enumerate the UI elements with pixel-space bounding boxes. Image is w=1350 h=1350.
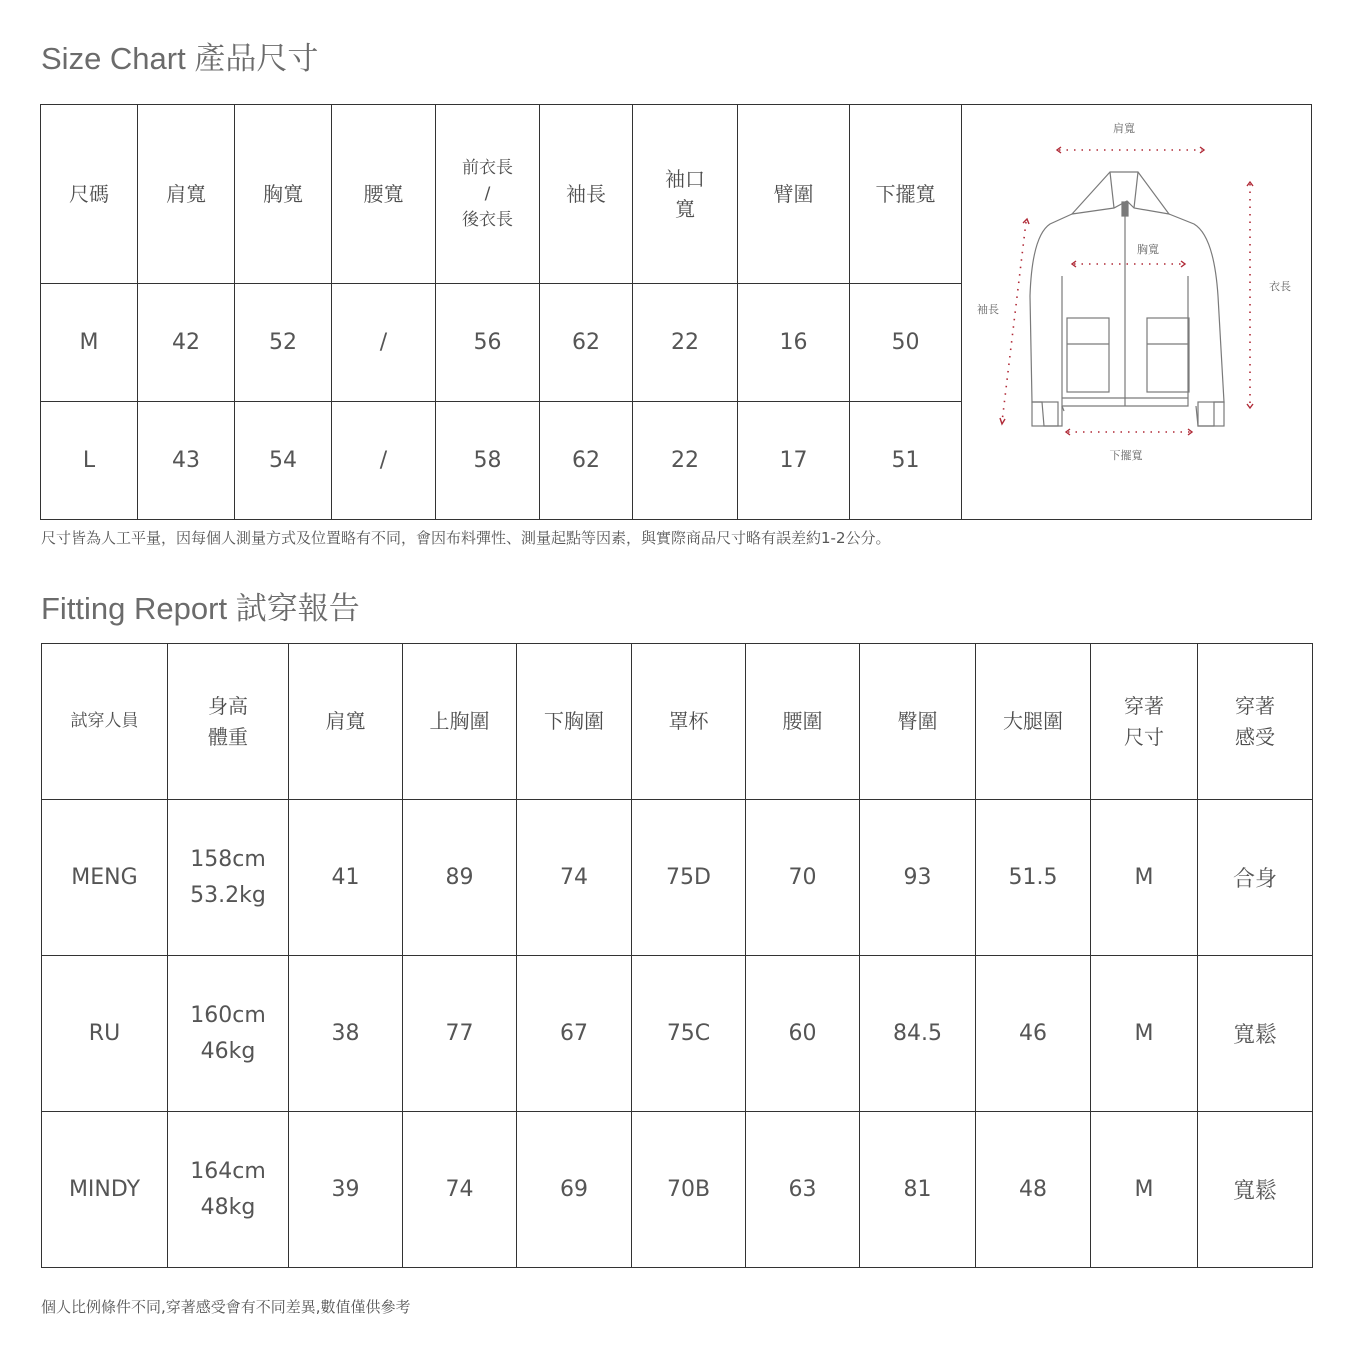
- fit-cell: 70B: [632, 1112, 746, 1268]
- size-chart-table: [40, 104, 1312, 520]
- fit-header-cell: 上胸圍: [403, 644, 517, 800]
- size-header-cell: 袖口 寬: [633, 105, 738, 284]
- size-header-cell: 下擺寬: [850, 105, 962, 284]
- size-cell: 16: [738, 284, 850, 402]
- fit-header-cell: 穿著 尺寸: [1091, 644, 1198, 800]
- fit-header-cell: 罩杯: [632, 644, 746, 800]
- fit-cell: 41: [289, 800, 403, 956]
- fit-cell: 63: [746, 1112, 860, 1268]
- fit-cell: MENG: [42, 800, 168, 956]
- fit-cell: 48: [976, 1112, 1091, 1268]
- label-sleeve: 袖長: [977, 302, 999, 316]
- size-cell: 52: [235, 284, 332, 402]
- size-header-cell: 肩寬: [138, 105, 235, 284]
- fit-cell: 39: [289, 1112, 403, 1268]
- fit-cell: 75D: [632, 800, 746, 956]
- size-cell: 54: [235, 402, 332, 520]
- size-header-cell: 臂圍: [738, 105, 850, 284]
- fit-cell: 164cm 48kg: [168, 1112, 289, 1268]
- label-length: 衣長: [1269, 279, 1291, 293]
- fit-cell: 67: [517, 956, 632, 1112]
- fit-cell: 81: [860, 1112, 976, 1268]
- size-cell: 17: [738, 402, 850, 520]
- fit-row: [42, 956, 1313, 1112]
- fit-cell: MINDY: [42, 1112, 168, 1268]
- fit-cell: 158cm 53.2kg: [168, 800, 289, 956]
- size-cell: 22: [633, 284, 738, 402]
- measurement-arrows-icon: [1000, 147, 1253, 435]
- fit-cell: 38: [289, 956, 403, 1112]
- fit-cell: 寬鬆: [1198, 956, 1313, 1112]
- fit-cell: 75C: [632, 956, 746, 1112]
- label-shoulder: 肩寬: [1113, 121, 1135, 135]
- fitting-report-title: Fitting Report 試穿報告: [41, 591, 360, 626]
- fit-row: [42, 1112, 1313, 1268]
- size-header-cell: 腰寬: [332, 105, 436, 284]
- size-cell: 50: [850, 284, 962, 402]
- size-header-cell: 胸寬: [235, 105, 332, 284]
- fit-cell: 70: [746, 800, 860, 956]
- fit-header-cell: 腰圍: [746, 644, 860, 800]
- fit-cell: 160cm 46kg: [168, 956, 289, 1112]
- fit-header-cell: 大腿圍: [976, 644, 1091, 800]
- size-header-cell: 前衣長 / 後衣長: [436, 105, 540, 284]
- fit-cell: 93: [860, 800, 976, 956]
- fit-cell: M: [1091, 1112, 1198, 1268]
- fit-cell: 74: [403, 1112, 517, 1268]
- fit-cell: M: [1091, 800, 1198, 956]
- fit-cell: 51.5: [976, 800, 1091, 956]
- fit-row: [42, 800, 1313, 956]
- size-chart-title: Size Chart 產品尺寸: [41, 41, 319, 76]
- fit-header-cell: 下胸圍: [517, 644, 632, 800]
- size-header-cell: 尺碼: [41, 105, 138, 284]
- fitting-report-table: [41, 643, 1313, 1268]
- fitting-report-note: 個人比例條件不同,穿著感受會有不同差異,數值僅供參考: [41, 1298, 411, 1316]
- fit-header-cell: 試穿人員: [42, 644, 168, 800]
- size-cell: /: [332, 284, 436, 402]
- size-cell: /: [332, 402, 436, 520]
- fit-cell: M: [1091, 956, 1198, 1112]
- measurement-lines: [1002, 150, 1250, 432]
- size-cell: L: [41, 402, 138, 520]
- fit-cell: 77: [403, 956, 517, 1112]
- label-chest: 胸寬: [1137, 242, 1159, 256]
- fit-header-cell: 穿著 感受: [1198, 644, 1313, 800]
- jacket-diagram-cell: [962, 105, 1312, 520]
- jacket-outline-icon: [1030, 172, 1224, 426]
- fit-cell: 89: [403, 800, 517, 956]
- size-cell: 58: [436, 402, 540, 520]
- fit-cell: 60: [746, 956, 860, 1112]
- fit-header-cell: 身高 體重: [168, 644, 289, 800]
- fit-header-row: [42, 644, 1313, 800]
- fit-cell: 46: [976, 956, 1091, 1112]
- fit-cell: 寬鬆: [1198, 1112, 1313, 1268]
- jacket-diagram: [962, 106, 1310, 519]
- size-cell: 42: [138, 284, 235, 402]
- size-cell: 43: [138, 402, 235, 520]
- fit-cell: 74: [517, 800, 632, 956]
- fit-cell: 84.5: [860, 956, 976, 1112]
- size-cell: M: [41, 284, 138, 402]
- fit-cell: RU: [42, 956, 168, 1112]
- size-cell: 22: [633, 402, 738, 520]
- size-cell: 62: [540, 402, 633, 520]
- size-header-row: [41, 105, 1312, 284]
- size-cell: 62: [540, 284, 633, 402]
- size-cell: 51: [850, 402, 962, 520]
- fit-header-cell: 臀圍: [860, 644, 976, 800]
- size-header-cell: 袖長: [540, 105, 633, 284]
- size-chart-note: 尺寸皆為人工平量，因每個人測量方式及位置略有不同，會因布料彈性、測量起點等因素，與實際商品尺寸略有誤差約1-2公分。: [41, 529, 891, 547]
- fit-cell: 69: [517, 1112, 632, 1268]
- fit-cell: 合身: [1198, 800, 1313, 956]
- fit-header-cell: 肩寬: [289, 644, 403, 800]
- label-hem: 下擺寬: [1109, 448, 1143, 462]
- size-cell: 56: [436, 284, 540, 402]
